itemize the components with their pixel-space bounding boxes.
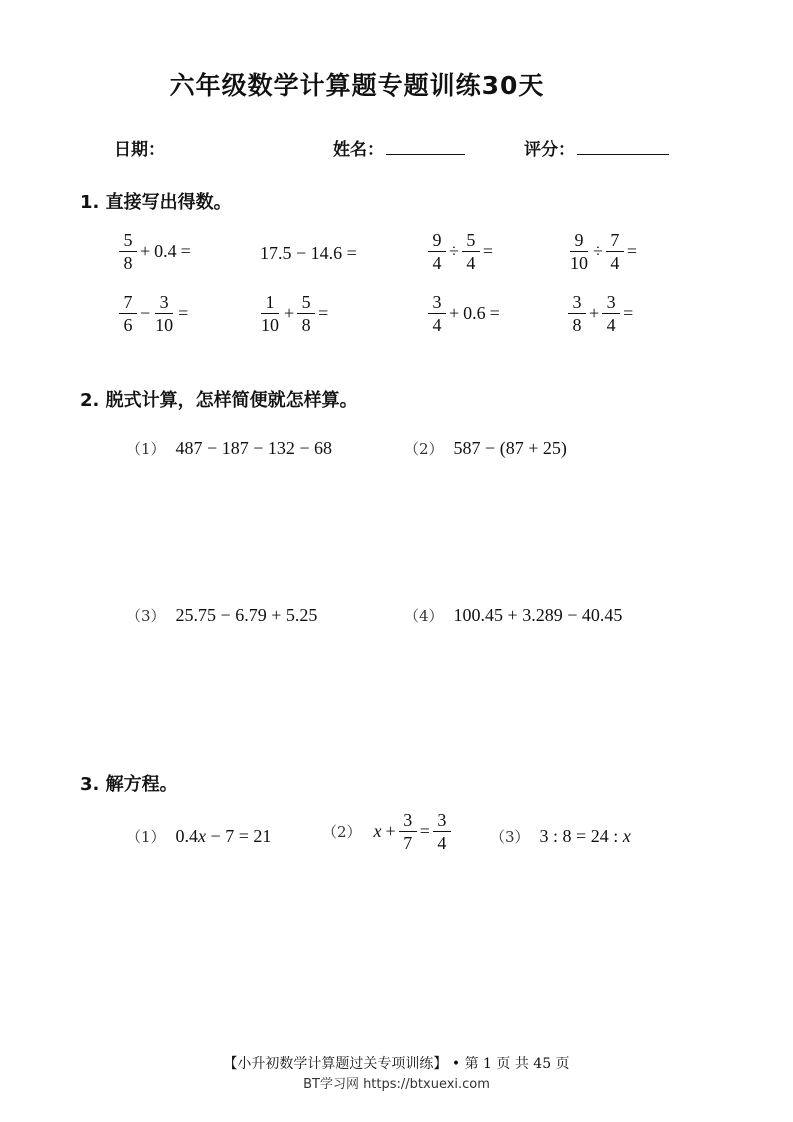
score-label: 评分：: [524, 140, 575, 160]
problem-1-8: $\frac{3}{8}$ + $\frac{3}{4}$ =: [567, 292, 635, 335]
problem-2-4: （4） 100.45 + 3.289 − 40.45: [404, 605, 623, 625]
problem-1-1: $\frac{5}{8}$ + 0.4 =: [118, 230, 193, 273]
footer-site-link[interactable]: BT学习网 https://btxuexi.com: [303, 1077, 490, 1092]
problem-1-6: $\frac{1}{10}$ + $\frac{5}{8}$ =: [261, 292, 329, 335]
problem-1-4: $\frac{9}{10}$ ÷ $\frac{7}{4}$ =: [570, 230, 638, 273]
page-title: 六年级数学计算题专题训练30天: [169, 71, 545, 100]
problem-1-2: 17.5 − 14.6 =: [260, 243, 357, 263]
problem-1-7: $\frac{3}{4}$ + 0.6 =: [427, 292, 502, 335]
date-label: 日期：: [114, 140, 165, 160]
problem-2-1: （1） 487 − 187 − 132 − 68: [126, 438, 333, 458]
name-label: 姓名：: [333, 140, 384, 160]
equation-2: （2） x + $\frac{3}{7}$ = $\frac{3}{4}$: [322, 810, 452, 853]
equation-3: （3） 3 : 8 = 24 : x: [490, 826, 631, 846]
equation-1: （1） 0.4x − 7 = 21: [126, 826, 272, 846]
name-field: [333, 135, 465, 160]
problem-2-3: （3） 25.75 − 6.79 + 5.25: [126, 605, 318, 625]
problem-1-3: $\frac{9}{4}$ ÷ $\frac{5}{4}$ =: [427, 230, 495, 273]
section3-heading: 3. 解方程。: [80, 774, 178, 795]
problem-2-2: （2） 587 − (87 + 25): [404, 438, 567, 458]
name-blank: [386, 138, 465, 155]
fraction: $\frac{5}{8}$: [119, 230, 137, 273]
footer-text: 【小升初数学计算题过关专项训练】 • 第 1 页 共 45 页: [223, 1056, 570, 1072]
score-field: [524, 135, 669, 160]
section2-heading: 2. 脱式计算，怎样简便就怎样算。: [80, 390, 358, 411]
problem-1-5: $\frac{7}{6}$ − $\frac{3}{10}$ =: [118, 292, 190, 335]
score-blank: [577, 138, 669, 155]
section1-heading: 1. 直接写出得数。: [80, 192, 232, 213]
